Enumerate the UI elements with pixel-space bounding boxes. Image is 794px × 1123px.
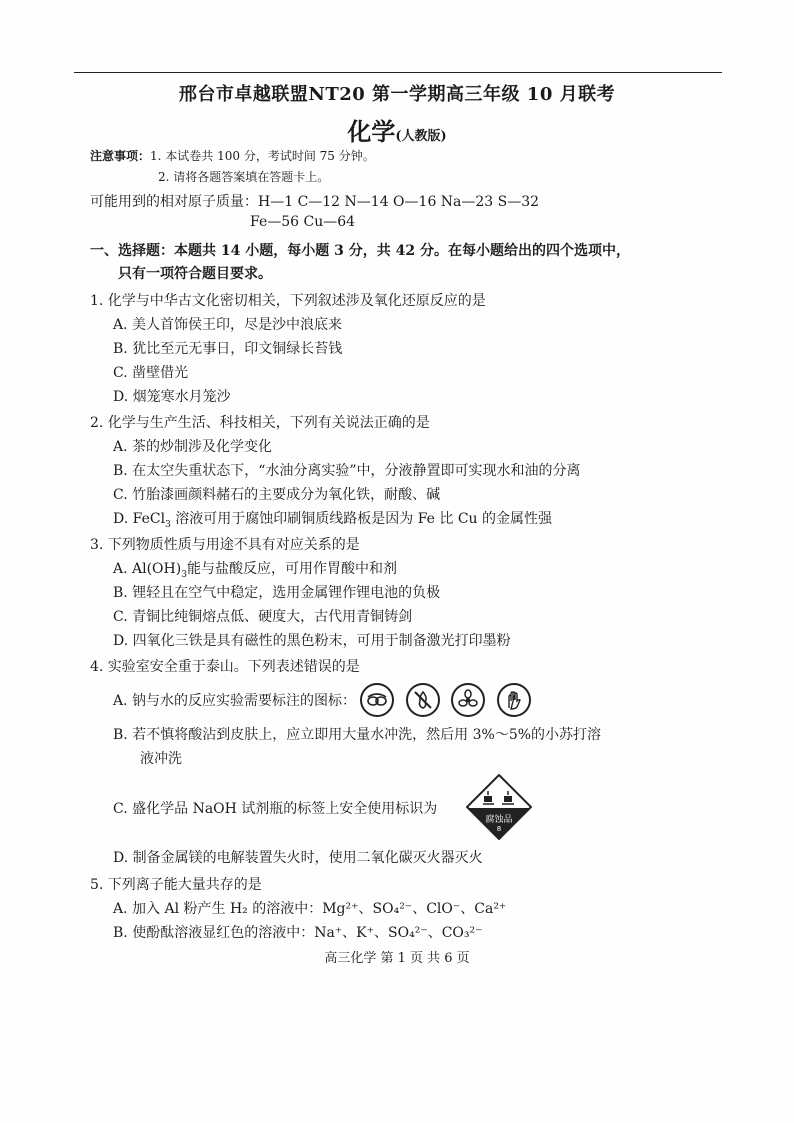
question-1-option-d: D. 烟笼寒水月笼沙 <box>113 389 231 405</box>
question-4-option-b-line-1: B. 若不慎将酸沾到皮肤上，应立即用大量水冲洗，然后用 3%～5%的小苏打溶 <box>113 727 602 743</box>
notice-item-1: 1. 本试卷共 100 分，考试时间 75 分钟。 <box>150 149 375 163</box>
question-1-stem: 1. 化学与中华古文化密切相关，下列叙述涉及氧化还原反应的是 <box>90 293 486 309</box>
question-2-stem: 2. 化学与生产生活、科技相关，下列有关说法正确的是 <box>90 415 430 431</box>
question-2-option-c: C. 竹胎漆画颜料赭石的主要成分为氧化铁，耐酸、碱 <box>113 487 441 503</box>
exam-title: 邢台市卓越联盟NT20 第一学期高三年级 10 月联考 <box>178 84 616 105</box>
question-2-option-d <box>113 508 552 530</box>
question-2-option-d-prefix: D. FeCl <box>113 511 166 527</box>
question-1-option-a: A. 美人首饰侯王印，尽是沙中浪底来 <box>113 317 343 333</box>
notice <box>90 147 375 164</box>
question-2-option-d-subscript: 3 <box>165 519 171 530</box>
hand-wash-icon <box>497 683 531 717</box>
question-4-option-b-line-2: 液冲洗 <box>140 751 182 767</box>
question-1-option-b: B. 犹比至元无事日，印文铜绿长苔钱 <box>113 341 343 357</box>
question-5-stem: 5. 下列离子能大量共存的是 <box>90 877 262 893</box>
header-rule <box>74 72 722 73</box>
question-4-option-d: D. 制备金属镁的电解装置失火时，使用二氧化碳灭火器灭火 <box>113 850 483 866</box>
question-3-option-a <box>113 558 397 580</box>
question-4-option-a-text: A. 钠与水的反应实验需要标注的图标： <box>113 693 357 709</box>
question-2-option-a: A. 茶的炒制涉及化学变化 <box>113 439 273 455</box>
question-4-option-a <box>113 683 538 717</box>
page-footer: 高三化学 第 1 页 共 6 页 <box>324 951 470 966</box>
question-1-option-c: C. 凿壁借光 <box>113 365 189 381</box>
question-5-option-a: A. 加入 Al 粉产生 H₂ 的溶液中：Mg²⁺、SO₄²⁻、ClO⁻、Ca²⁺ <box>113 901 507 917</box>
notice-label: 注意事项： <box>90 149 151 163</box>
question-3-option-a-text: 能与盐酸反应，可用作胃酸中和剂 <box>186 561 397 577</box>
subject-name: 化学 <box>347 117 396 146</box>
question-3-option-d: D. 四氧化三铁是具有磁性的黑色粉末，可用于制备激光打印墨粉 <box>113 633 511 649</box>
question-4-stem: 4. 实验室安全重于泰山。下列表述错误的是 <box>90 659 360 675</box>
question-2-option-b: B. 在太空失重状态下，“水油分离实验”中，分液静置即可实现水和油的分离 <box>113 463 581 479</box>
section-heading-line-2: 只有一项符合题目要求。 <box>118 266 272 282</box>
atomic-masses-line-1: 可能用到的相对原子质量：H—1 C—12 N—14 O—16 Na—23 S—32 <box>90 194 540 210</box>
question-3-option-a-subscript: 3 <box>181 569 187 580</box>
question-3-option-a-prefix: A. Al(OH) <box>113 561 182 577</box>
corrosive-label-text: 腐蚀品 <box>485 815 513 825</box>
subject-edition: (人教版) <box>395 129 447 144</box>
goggles-icon <box>360 683 394 717</box>
corrosive-hazard-label <box>466 774 532 840</box>
question-3-option-c: C. 青铜比纯铜熔点低、硬度大，古代用青铜铸剑 <box>113 609 413 625</box>
notice-item-2: 2. 请将各题答案填在答题卡上。 <box>158 170 330 184</box>
section-heading-line-1: 一、选择题：本题共 14 小题，每小题 3 分，共 42 分。在每小题给出的四个选项中， <box>90 243 630 259</box>
no-fire-icon <box>406 683 440 717</box>
subject-title <box>0 112 794 147</box>
question-4-option-c: C. 盛化学品 NaOH 试剂瓶的标签上安全使用标识为 <box>113 801 438 817</box>
atomic-masses-line-2: Fe—56 Cu—64 <box>250 214 356 230</box>
corrosive-label-number: 8 <box>496 825 502 833</box>
question-3-option-b: B. 锂轻且在空气中稳定，选用金属锂作锂电池的负极 <box>113 585 441 601</box>
question-2-option-d-text: 溶液可用于腐蚀印刷铜质线路板是因为 Fe 比 Cu 的金属性强 <box>170 511 553 527</box>
exhaust-fan-icon <box>451 683 485 717</box>
question-5-option-b: B. 使酚酞溶液显红色的溶液中：Na⁺、K⁺、SO₄²⁻、CO₃²⁻ <box>113 925 483 941</box>
question-3-stem: 3. 下列物质性质与用途不具有对应关系的是 <box>90 537 360 553</box>
